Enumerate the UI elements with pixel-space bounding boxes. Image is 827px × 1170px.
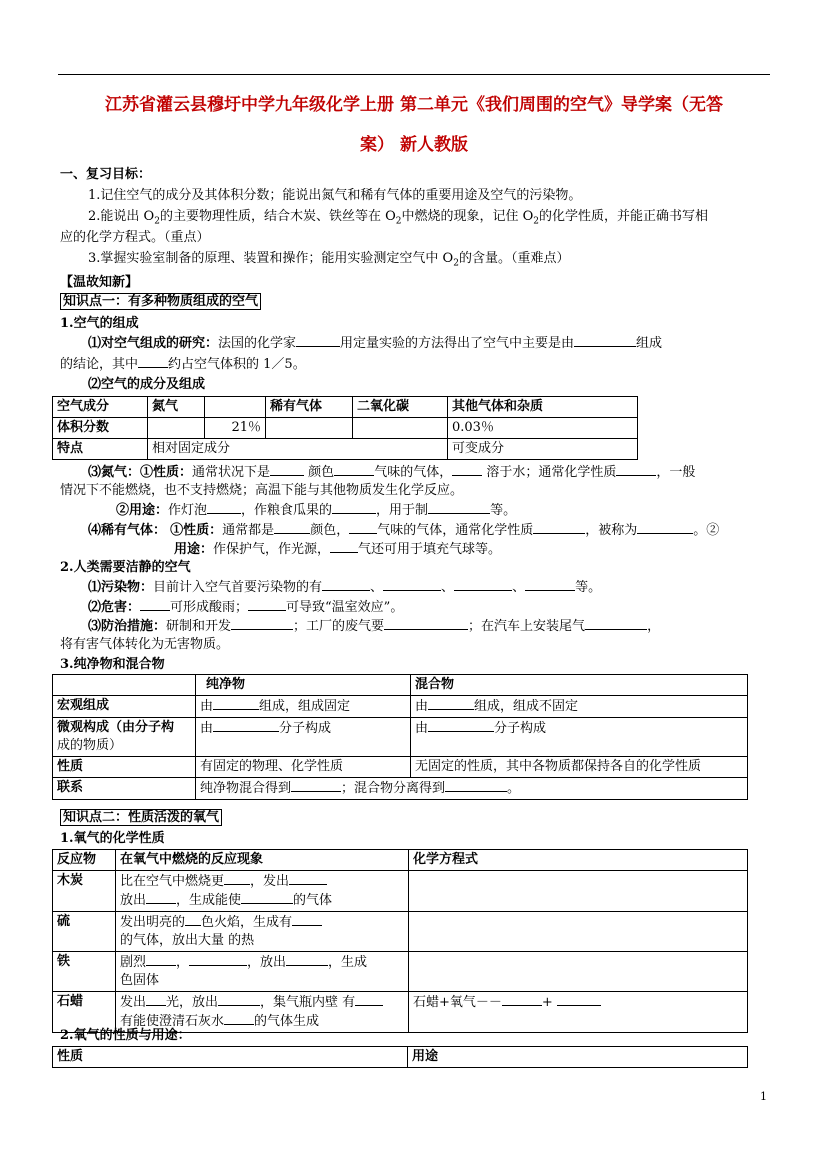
warm-heading: 【温故知新】 [60,275,139,290]
table-cell: 在氧气中燃烧的反应现象 [116,850,409,871]
table-cell: 铁 [53,952,116,992]
table-cell: 稀有气体 [266,397,353,418]
table-row [53,418,638,439]
review-item-3: 3.掌握实验室制备的原理、装置和操作；能用实验测定空气中 $O_2$的含量。（重难点） [88,251,570,269]
table-row [53,718,748,757]
table-row [53,871,748,912]
table-cell [409,952,748,992]
table-cell: 发出 光，放出 ，集气瓶内壁 有 有能使澄清石灰水 的气体生成 [116,992,409,1033]
table-cell: 纯净物 [196,675,411,696]
noble-gas-uses: 用途：作保护气，作光源， 气还可用于填充气球等。 [174,542,502,557]
table-cell: 化学方程式 [409,850,748,871]
table-cell: 宏观组成 [53,696,196,718]
top-rule [58,74,770,75]
table-cell [53,675,196,696]
table-cell: 性质 [53,757,196,778]
table-row [53,696,748,718]
table-cell: 氮气 [148,397,205,418]
nitrogen-uses: ②用途：作灯泡 ，作粮食瓜果的 ，用于制 等。 [116,503,517,518]
table-row [53,912,748,952]
hazards-line: ⑵危害： 可形成酸雨； 可导致“温室效应”。 [88,600,404,615]
table-cell: 特点 [53,439,148,460]
table-row [53,757,748,778]
air-composition-table [52,396,638,460]
pollutants-line: ⑴污染物：目前计入空气首要污染物的有 、 、 、 等。 [88,580,602,595]
knowledge-point-2-heading: 知识点二：性质活泼的氧气 [60,809,222,827]
table-cell: 由 分子构成 [411,718,748,757]
table-cell: 联系 [53,778,196,800]
nitrogen-properties-cont: 情况下不能燃烧，也不支持燃烧；高温下能与其他物质发生化学反应。 [60,483,464,498]
oxygen-uses-table [52,1046,748,1068]
table-cell: 空气成分 [53,397,148,418]
section-oxygen-chemistry: 1.氧气的化学性质 [60,831,165,846]
table-cell: 剧烈 ， ，放出 ，生成 色固体 [116,952,409,992]
section-air-composition: 1.空气的组成 [60,316,139,331]
table-row [53,439,638,460]
table-cell: 21％ [205,418,266,439]
table-cell: 石蜡 [53,992,116,1033]
section-clean-air: 2.人类需要洁静的空气 [60,560,191,575]
table-cell [205,397,266,418]
table-cell: 由 组成，组成不固定 [411,696,748,718]
table-cell: 0.03％ [448,418,638,439]
table-cell: 木炭 [53,871,116,912]
table-cell [148,418,205,439]
measures-line: ⑶防治措施：研制和开发 ；工厂的废气要 ；在汽车上安装尾气 ， [88,619,661,634]
oxygen-reactions-table [52,849,748,1033]
table-cell: 由 组成，组成固定 [196,696,411,718]
research-line-cont: 的结论，其中 约占空气体积的 1／5。 [60,357,306,372]
table-cell: 无固定的性质，其中各物质都保持各自的化学性质 [411,757,748,778]
table-cell: 相对固定成分 [148,439,448,460]
doc-title-line2: 案） 新人教版 [360,135,468,155]
table-cell [409,912,748,952]
table-row [53,675,748,696]
doc-title-line1: 江苏省灌云县穆圩中学九年级化学上册 第二单元《我们周围的空气》导学案（无答 [105,95,723,115]
table-cell: 石蜡+氧气－－ + [409,992,748,1033]
research-line: ⑴对空气组成的研究：法国的化学家 用定量实验的方法得出了空气中主要是由 组成 [88,336,663,351]
section-pure-mixture: 3.纯净物和混合物 [60,657,165,672]
table-cell: 混合物 [411,675,748,696]
composition-subheading: ⑵空气的成分及组成 [88,377,206,392]
review-heading: 一、复习目标： [60,167,152,182]
table-cell: 性质 [53,1047,408,1068]
review-item-2-cont: 应的化学方程式。（重点） [60,230,210,245]
table-row [53,952,748,992]
table-cell: 反应物 [53,850,116,871]
table-cell: 微观构成（由分子构 成的物质） [53,718,196,757]
nitrogen-properties: ⑶氮气：①性质：通常状况下是 颜色 气味的气体， 溶于水；通常化学性质 ，一般 [88,465,696,480]
knowledge-point-1-heading: 知识点一：有多种物质组成的空气 [60,293,261,311]
table-cell: 发出明亮的 色火焰，生成有 的气体，放出大量 的热 [116,912,409,952]
table-row [53,1047,748,1068]
table-row [53,850,748,871]
table-cell: 由 分子构成 [196,718,411,757]
table-cell [266,418,353,439]
table-cell: 二氧化碳 [353,397,448,418]
table-cell: 有固定的物理、化学性质 [196,757,411,778]
review-item-1: 1.记住空气的成分及其体积分数；能说出氮气和稀有气体的重要用途及空气的污染物。 [88,188,582,203]
table-cell: 可变成分 [448,439,638,460]
noble-gas-properties: ⑷稀有气体： ①性质：通常都是 颜色， 气味的气体，通常化学性质 ，被称为 。② [88,523,720,538]
table-cell: 硫 [53,912,116,952]
table-cell [353,418,448,439]
table-cell: 用途 [408,1047,748,1068]
review-item-2: 2.能说出 $O_2$的主要物理性质，结合木炭、铁丝等在 $O_2$中燃烧的现象，记住 $O_2$的化学性质，并能正确书写相 [88,209,709,227]
page-number: 1 [760,1090,767,1103]
table-row [53,778,748,800]
table-cell: 其他气体和杂质 [448,397,638,418]
table-cell: 体积分数 [53,418,148,439]
section-oxygen-uses: 2.氧气的性质与用途： [60,1028,191,1043]
table-cell: 比在空气中燃烧更 ，发出 放出 ，生成能使 的气体 [116,871,409,912]
table-row [53,397,638,418]
pure-mixture-table [52,674,748,800]
measures-line-cont: 将有害气体转化为无害物质。 [60,637,230,652]
table-cell: 纯净物混合得到 ；混合物分离得到 。 [196,778,748,800]
table-cell [409,871,748,912]
